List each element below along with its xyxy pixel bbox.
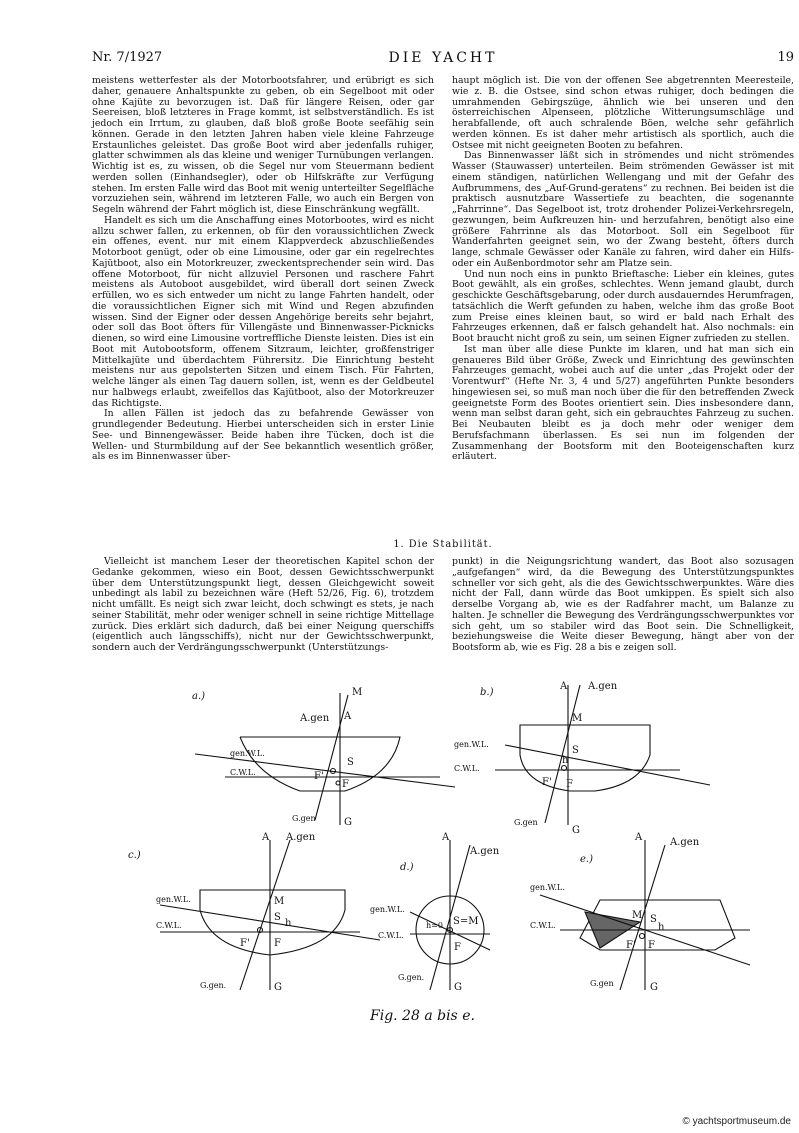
- label-cwl: C.W.L.: [530, 921, 556, 930]
- label-S: S: [347, 757, 354, 768]
- label-F: F: [454, 942, 461, 953]
- label-M: M: [274, 896, 285, 907]
- label-h: h: [285, 918, 292, 929]
- label-A-gen: A.gen: [470, 846, 500, 857]
- label-G-gen: G.gen: [292, 814, 316, 823]
- label-G-gen: G.gen.: [200, 981, 227, 990]
- label-S: S: [650, 914, 657, 925]
- figure-caption: Fig. 28 a bis e.: [370, 1008, 475, 1024]
- centroid-marker: [336, 781, 340, 785]
- label-gen-wl: gen.W.L.: [370, 905, 405, 914]
- paragraph: Und nun noch eins in punkto Brieftasche: Lieber ein kleines, gutes Boot gewählt, als ein großes, schlechtes. Wenn jemand glaubt, durch geschickte Geschäftsgebarung, oder durch ausdauerndes Herumfragen, tatsächlich die Werft gefunden zu haben, welche ihm das große Boot zum Preise eines kleinen baut, so wird er bald nach Erhalt des Fahrzeuges erkennen, daß er falsch gehandelt hat. Also nochmals: ein Boot braucht nicht groß zu sein, um seinen Eigner zufrieden zu stellen.: [452, 268, 794, 344]
- column-bottom-right: [452, 557, 794, 654]
- inclined-axis: [240, 840, 290, 990]
- panel-b: [454, 681, 710, 836]
- paragraph: Das Binnenwasser läßt sich in strömendes und nicht strömendes Wasser (Stauwasser) unterteilen. Beim strömenden Gewässer ist mit einem ständigen, natürlichen Wellengang und mit der Gefahr des Aufbrummens, des „Auf-Grund-geratens“ zu rechnen. Bei beiden ist die praktisch ausnutzbare Wassertiefe zu beachten, die sogenannte „Fahrrinne“. Das Segelboot ist, trotz drohender Polizei-Verkehrsregeln, gezwungen, beim Aufkreuzen hin- und herzufahren, benötigt also eine größere Fahrrinne als das Motorboot. Soll ein Segelboot für Wanderfahrten geeignet sein, wo der Zwang besteht, öfters durch lange, schmale Gewässer oder Kanäle zu fahren, wird daher ein Hilfs- oder ein Außenbordmotor sehr am Platze sein.: [452, 150, 794, 269]
- paragraph: punkt) in die Neigungsrichtung wandert, das Boot also sozusagen „aufgefangen“ wird, da die Bewegung des Unterstützungspunktes schneller vor sich geht, als die des Gewichtsschwerpunktes. Wäre dies nicht der Fall, dann würde das Boot umkippen. Es spielt sich also derselbe Vorgang ab, wie es der Radfahrer macht, um Balanze zu halten. Je schneller die Bewegung des Verdrängungsschwerpunktes vor sich geht, um so stabiler wird das Boot sein. Die Schnelligkeit, beziehungsweise die Weite dieser Bewegung, hängt aber von der Bootsform ab, wie es Fig. 28 a bis e zeigen soll.: [452, 556, 794, 653]
- inclined-axis: [620, 845, 665, 990]
- paragraph: haupt möglich ist. Die von der offenen See abgetrennten Meeresteile, wie z. B. die Ostsee, sind schon etwas ruhiger, doch bedingen die umrahmenden Gebirgszüge, ähnlich wie bei unseren und den österreichischen Alpenseen, plötzliche Witterungsumschläge und herabfallende, oft auch schralende Böen, welche sehr gefährlich werden können. Es ist daher mehr artistisch als sportlich, auch die Ostsee mit nicht geeigneten Booten zu befahren.: [452, 75, 794, 151]
- paragraph: In allen Fällen ist jedoch das zu befahrende Gewässer von grundlegender Bedeutung. Hierbei unterscheiden sich in erster Linie See- und Binnengewässer. Beide haben ihre Tücken, doch ist die Wellen- und Sturmbildung auf der See bekanntlich wesentlich größer, als es im Binnenwasser über-: [92, 408, 434, 463]
- label-S-eq-M: S=M: [453, 916, 479, 927]
- label-G: G: [650, 982, 658, 993]
- hull-outline: [240, 737, 400, 791]
- label-A-gen: A.gen: [300, 713, 330, 724]
- label-M: M: [352, 687, 363, 698]
- panel-label: d.): [400, 862, 414, 873]
- label-h0: h=0: [426, 921, 443, 930]
- panel-e: [530, 832, 750, 993]
- label-F: F: [274, 938, 281, 949]
- panel-d: [370, 832, 500, 993]
- label-G-gen: G.gen: [514, 818, 538, 827]
- label-G: G: [274, 982, 282, 993]
- watermark: © yachtsportmuseum.de: [682, 1116, 791, 1127]
- label-F: F: [342, 779, 349, 790]
- label-cwl: C.W.L.: [378, 931, 404, 940]
- label-S: S: [274, 912, 281, 923]
- section-heading: 1. Die Stabilität.: [393, 539, 493, 550]
- label-cwl: C.W.L.: [230, 768, 256, 777]
- label-F-prime: F': [240, 938, 250, 949]
- issue-number: Nr. 7/1927: [92, 50, 163, 65]
- label-M: M: [632, 910, 643, 921]
- column-top-right: [452, 76, 794, 463]
- label-G-gen: G.gen: [590, 979, 614, 988]
- magazine-title: DIE YACHT: [388, 50, 498, 66]
- label-A: A: [635, 832, 643, 843]
- paragraph: Ist man über alle diese Punkte im klaren, und hat man sich ein genaueres Bild über Größe, Zweck und Einrichtung des gewünschten Fahrzeuges gemacht, wobei auch auf die unter „das Projekt oder der Vorentwurf“ (Hefte Nr. 3, 4 und 5/27) angeführten Punkte besonders hingewiesen sei, so muß man noch über die für den betreffenden Zweck geeignetste Form des Bootes orientiert sein. Dies insbesondere dann, wenn man selbst daran geht, sich ein gebrauchtes Fahrzeug zu suchen. Bei Neubauten bleibt es ja doch mehr oder weniger dem Berufsfachmann überlassen. Es sei nun im folgenden der Zusammenhang der Bootsform mit den Booteigenschaften kurz erläutert.: [452, 343, 794, 463]
- label-G: G: [344, 817, 352, 828]
- hull-outline: [520, 725, 650, 791]
- label-F-prime: F': [626, 940, 636, 951]
- label-S: S: [572, 745, 579, 756]
- paragraph: Vielleicht ist manchem Leser der theoretischen Kapitel schon der Gedanke gekommen, wieso ein Boot, dessen Gewichtsschwerpunkt über dem Unterstützungspunkt liegt, dessen Gleichgewicht soweit unbedingt als labil zu bezeichnen wäre (Heft 52/26, Fig. 6), trotzdem nicht umfällt. Es neigt sich zwar leicht, doch schwingt es stets, je nach seiner Stabilität, mehr oder weniger schnell in seine richtige Mittellage zurück. Dies erklärt sich dadurch, daß bei einer Neigung querschiffs (eigentlich auch längsschiffs), nicht nur der Gewichtsschwerpunkt, sondern auch der Verdrängungsschwerpunkt (Unterstützungs-: [92, 556, 434, 653]
- page-number: 19: [777, 50, 794, 65]
- label-cwl: C.W.L.: [156, 921, 182, 930]
- column-bottom-left: [92, 557, 434, 654]
- label-gen-wl: gen.W.L.: [530, 883, 565, 892]
- label-F: F: [566, 779, 573, 790]
- label-A: A: [262, 832, 270, 843]
- label-h: h: [658, 922, 665, 933]
- label-F: F: [648, 940, 655, 951]
- panel-label: b.): [480, 687, 494, 698]
- label-A-gen: A.gen: [588, 681, 618, 692]
- stability-figure: [130, 675, 770, 1035]
- label-G: G: [572, 825, 580, 836]
- panel-label: e.): [580, 854, 593, 865]
- label-A-gen: A.gen: [286, 832, 316, 843]
- label-A: A: [560, 681, 568, 692]
- label-M: M: [572, 713, 583, 724]
- label-F-prime: F': [542, 777, 552, 788]
- panel-label: c.): [128, 850, 141, 861]
- paragraph: Handelt es sich um die Anschaffung eines Motorbootes, wird es nicht allzu schwer fallen, zu erkennen, ob für den voraussichtlichen Zweck ein offenes, event. nur mit einem Klappverdeck abzuschließendes Motorboot genügt, oder ob eine Limousine, oder gar ein regelrechtes Kajütboot, also ein Motorkreuzer, zweckentsprechender sein wird. Das offene Motorboot, für nicht allzuviel Personen und raschere Fahrt meistens als Autoboot ausgebildet, wird überall dort seinen Zweck erfüllen, wo es sich entweder um nicht zu lange Fahrten handelt, oder die voraussichtlichen Eigner sich mit Wind und Regen abzufinden wissen. Sind der Eigner oder dessen Angehörige bereits sehr bejahrt, oder soll das Boot öfters für Villengäste und Binnenwasser-Picknicks dienen, so wird eine Limousine vortreffliche Dienste leisten. Dies ist ein Boot mit Autobootsform, offenem Sitzraum, leichter, großfenstriger Mittelkajüte und überdachtem Führersitz. Die Einrichtung besteht meistens nur aus gepolsterten Sitzen und einem Tisch. Für Fahrten, welche länger als einen Tag dauern sollen, ist, wenn es der Geldbeutel nur halbwegs erlaubt, zweifellos das Kajütboot, also der Motorkreuzer das Richtigste.: [92, 214, 434, 409]
- label-cwl: C.W.L.: [454, 764, 480, 773]
- label-gen-wl: gen.W.L.: [454, 740, 489, 749]
- panel-c: [128, 832, 380, 993]
- figure-drawing: [130, 675, 770, 1035]
- label-A-gen: A.gen: [670, 837, 700, 848]
- panel-label: a.): [192, 691, 206, 702]
- label-G: G: [454, 982, 462, 993]
- label-h: h: [562, 755, 569, 766]
- centroid-marker: [640, 934, 645, 939]
- panel-a: [192, 687, 455, 828]
- label-gen-wl: gen.W.L.: [230, 749, 265, 758]
- label-A: A: [344, 711, 352, 722]
- label-gen-wl: gen.W.L.: [156, 895, 191, 904]
- column-top-left: [92, 76, 434, 463]
- paragraph: meistens wetterfester als der Motorbootsfahrer, und erübrigt es sich daher, genauere Anhaltspunkte zu geben, ob ein Segelboot mit oder ohne Kajüte zu bevorzugen ist. Daß für längere Reisen, oder gar Seereisen, bloß letzteres in Frage kommt, ist selbstverständlich. Es ist jedoch ein Irrtum, zu glauben, daß bloß große Boote seefähig sein können. Gerade in den letzten Jahren haben viele kleine Fahrzeuge Erstaunliches geleistet. Das große Boot wird aber jedenfalls ruhiger, glatter schwimmen als das kleine und weniger Turnübungen verlangen. Wichtig ist es, zu wissen, ob die Segel nur vom Steuermann bedient werden sollen (Einhandsegler), oder ob Hilfskräfte zur Verfügung stehen. Im ersten Falle wird das Boot mit wenig unterteilter Segelfläche vorzuziehen sein, während im letzteren Falle, wo auch ein Bergen von Segeln während der Fahrt möglich ist, diese Einschränkung wegfällt.: [92, 75, 434, 215]
- label-F-prime: F': [314, 771, 324, 782]
- label-A: A: [442, 832, 450, 843]
- label-G-gen: G.gen.: [398, 973, 425, 982]
